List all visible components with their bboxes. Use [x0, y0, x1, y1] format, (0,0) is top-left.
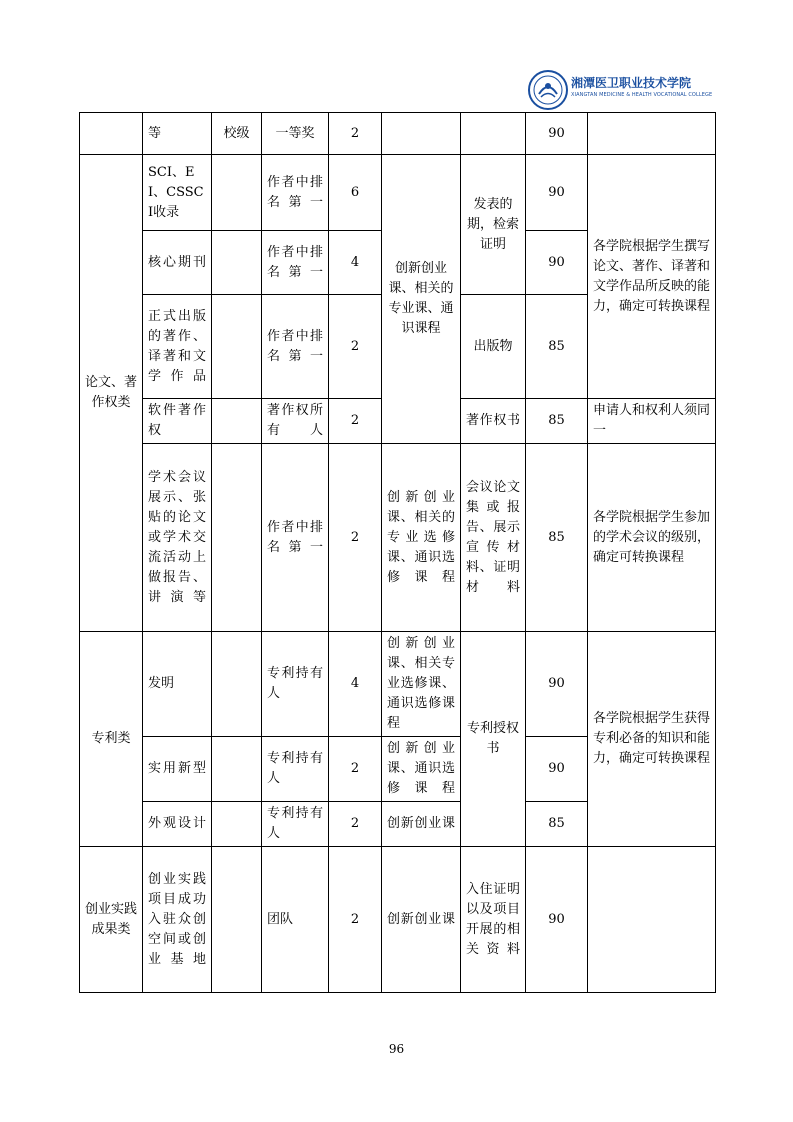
category-cell: [80, 113, 143, 155]
credit-conversion-table: [79, 112, 716, 993]
credit-cell: 2: [329, 113, 382, 155]
score-cell: 90: [526, 231, 588, 295]
course-cell: 创新创业课: [382, 802, 461, 847]
credit-cell: 6: [329, 155, 382, 231]
score-cell: 85: [526, 802, 588, 847]
level-cell: [212, 399, 262, 444]
item-cell: SCI、EI、CSSCI收录: [143, 155, 212, 231]
level-cell: [212, 231, 262, 295]
course-cell: 创新创业课、通识选修课程: [382, 737, 461, 802]
material-cell: 会议论文集或报告、展示宣传材料、证明材料: [461, 444, 526, 632]
role-cell: 作者中排名第一: [262, 295, 329, 399]
credit-cell: 2: [329, 802, 382, 847]
level-cell: [212, 632, 262, 737]
item-cell: 正式出版的著作、译著和文学作品: [143, 295, 212, 399]
credit-cell: 2: [329, 737, 382, 802]
material-cell: 入住证明以及项目开展的相关资料: [461, 847, 526, 993]
item-cell: 等: [143, 113, 212, 155]
item-cell: 外观设计: [143, 802, 212, 847]
table-row: [80, 632, 716, 737]
course-cell: 创新创业课、相关的专业选修课、通识选修课程: [382, 444, 461, 632]
course-cell: [382, 113, 461, 155]
logo-subtext: XIANGTAN MEDICINE & HEALTH VOCATIONAL COLLEGE: [571, 92, 713, 98]
category-cell: 论文、著作权类: [80, 155, 143, 632]
category-cell: 创业实践成果类: [80, 847, 143, 993]
role-cell: 作者中排名第一: [262, 444, 329, 632]
material-cell: [461, 113, 526, 155]
item-cell: 学术会议展示、张贴的论文或学术交流活动上做报告、讲演等: [143, 444, 212, 632]
material-cell: 著作权书: [461, 399, 526, 444]
note-cell: [588, 847, 716, 993]
item-cell: 创业实践项目成功入驻众创空间或创业基地: [143, 847, 212, 993]
score-cell: 90: [526, 155, 588, 231]
credit-cell: 4: [329, 231, 382, 295]
credit-cell: 2: [329, 295, 382, 399]
score-cell: 90: [526, 847, 588, 993]
table-row: [80, 113, 716, 155]
table-row: [80, 444, 716, 632]
logo-text: 湘潭医卫职业技术学院: [571, 76, 692, 90]
course-cell: 创新创业课: [382, 847, 461, 993]
material-cell: 出版物: [461, 295, 526, 399]
role-cell: 作者中排名第一: [262, 231, 329, 295]
score-cell: 85: [526, 444, 588, 632]
award-cell: 一等奖: [262, 113, 329, 155]
category-cell: 专利类: [80, 632, 143, 847]
note-cell: 申请人和权利人须同一: [588, 399, 716, 444]
table-row: [80, 847, 716, 993]
level-cell: [212, 295, 262, 399]
role-cell: 团队: [262, 847, 329, 993]
score-cell: 90: [526, 632, 588, 737]
table-row: [80, 155, 716, 231]
course-cell: 创新创业课、相关专业选修课、通识选修课程: [382, 632, 461, 737]
note-cell: 各学院根据学生获得专利必备的知识和能力，确定可转换课程: [588, 632, 716, 847]
note-cell: 各学院根据学生撰写论文、著作、译著和文学作品所反映的能力，确定可转换课程: [588, 155, 716, 399]
material-cell: 发表的期，检索证明: [461, 155, 526, 295]
level-cell: [212, 155, 262, 231]
role-cell: 著作权所有人: [262, 399, 329, 444]
page-number: 96: [388, 1042, 405, 1056]
item-cell: 实用新型: [143, 737, 212, 802]
course-cell: 创新创业课、相关的专业课、通识课程: [382, 155, 461, 444]
level-cell: 校级: [212, 113, 262, 155]
role-cell: 专利持有人: [262, 632, 329, 737]
credit-cell: 4: [329, 632, 382, 737]
score-cell: 85: [526, 399, 588, 444]
item-cell: 核心期刊: [143, 231, 212, 295]
level-cell: [212, 802, 262, 847]
level-cell: [212, 737, 262, 802]
score-cell: 90: [526, 737, 588, 802]
role-cell: 专利持有人: [262, 737, 329, 802]
level-cell: [212, 847, 262, 993]
level-cell: [212, 444, 262, 632]
credit-cell: 2: [329, 399, 382, 444]
credit-cell: 2: [329, 444, 382, 632]
material-cell: 专利授权书: [461, 632, 526, 847]
credit-cell: 2: [329, 847, 382, 993]
item-cell: 软件著作权: [143, 399, 212, 444]
note-cell: [588, 113, 716, 155]
role-cell: 专利持有人: [262, 802, 329, 847]
score-cell: 85: [526, 295, 588, 399]
role-cell: 作者中排名第一: [262, 155, 329, 231]
item-cell: 发明: [143, 632, 212, 737]
note-cell: 各学院根据学生参加的学术会议的级别，确定可转换课程: [588, 444, 716, 632]
score-cell: 90: [526, 113, 588, 155]
